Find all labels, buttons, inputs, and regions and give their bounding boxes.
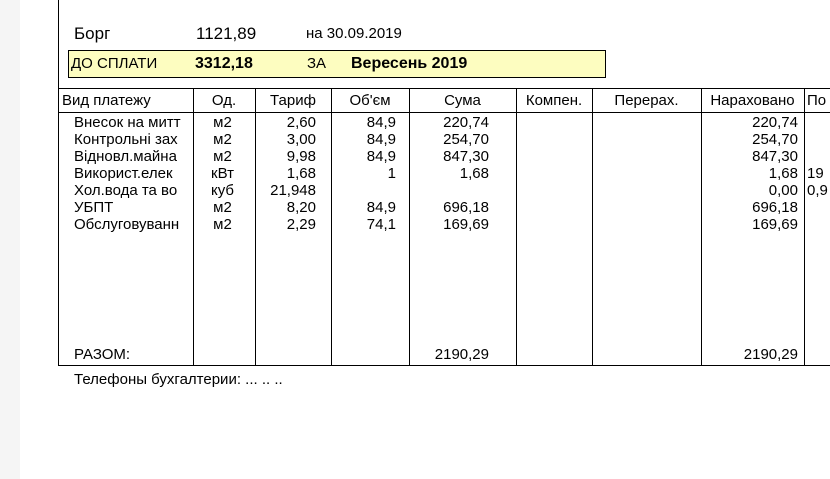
column-divider — [516, 89, 517, 366]
cell-volume: 84,9 — [366, 148, 396, 165]
cell-accrued: 1,68 — [768, 165, 798, 182]
total-label: РАЗОМ: — [74, 346, 131, 363]
cell-paid: 19 — [807, 165, 824, 182]
cell-sum: 847,30 — [443, 148, 489, 165]
total-sum: 2190,29 — [434, 346, 489, 363]
cell-unit: м2 — [213, 131, 232, 148]
to-pay-za: ЗА — [307, 55, 327, 72]
cell-type: Хол.вода та во — [74, 182, 178, 199]
header-tariff: Тариф — [270, 92, 316, 109]
cell-sum: 254,70 — [443, 131, 489, 148]
cell-tariff: 21,948 — [270, 182, 316, 199]
cell-accrued: 220,74 — [752, 114, 798, 131]
accounting-phones: Телефоны бухгалтерии: ... .. .. — [74, 371, 283, 388]
cell-accrued: 847,30 — [752, 148, 798, 165]
header-type: Вид платежу — [62, 92, 151, 109]
cell-type: Обслуговуванн — [74, 216, 180, 233]
cell-tariff: 9,98 — [286, 148, 316, 165]
to-pay-amount: 3312,18 — [195, 55, 253, 72]
to-pay-box — [68, 50, 606, 78]
cell-unit: куб — [211, 182, 234, 199]
column-divider — [193, 89, 194, 366]
cell-accrued: 0,00 — [768, 182, 798, 199]
cell-type: Відновл.майна — [74, 148, 177, 165]
header-sum: Сума — [444, 92, 481, 109]
left-border-line — [58, 0, 59, 88]
cell-accrued: 169,69 — [752, 216, 798, 233]
cell-volume: 84,9 — [366, 131, 396, 148]
cell-type: УБПТ — [74, 199, 114, 216]
cell-type: Внесок на митт — [74, 114, 181, 131]
cell-unit: кВт — [211, 165, 234, 182]
column-divider — [255, 89, 256, 366]
cell-sum: 696,18 — [443, 199, 489, 216]
header-recalc: Перерах. — [614, 92, 679, 109]
total-accrued: 2190,29 — [743, 346, 798, 363]
cell-volume: 1 — [387, 165, 396, 182]
debt-value: 1121,89 — [196, 24, 257, 43]
cell-volume: 84,9 — [366, 199, 396, 216]
cell-unit: м2 — [213, 216, 232, 233]
cell-tariff: 2,60 — [286, 114, 316, 131]
cell-paid: 0,9 — [807, 182, 828, 199]
cell-sum: 220,74 — [443, 114, 489, 131]
to-pay-month: Вересень 2019 — [351, 55, 468, 72]
header-divider — [59, 112, 830, 113]
header-compensation: Компен. — [525, 92, 583, 109]
cell-volume: 74,1 — [366, 216, 396, 233]
cell-unit: м2 — [213, 114, 232, 131]
header-paid: По — [807, 92, 827, 109]
cell-sum: 1,68 — [459, 165, 489, 182]
column-divider — [409, 89, 410, 366]
cell-tariff: 2,29 — [286, 216, 316, 233]
cell-volume: 84,9 — [366, 114, 396, 131]
cell-unit: м2 — [213, 148, 232, 165]
cell-type: Використ.елек — [74, 165, 173, 182]
column-divider — [331, 89, 332, 366]
cell-accrued: 254,70 — [752, 131, 798, 148]
column-divider — [804, 89, 805, 366]
header-volume: Об'єм — [349, 92, 391, 109]
cell-sum: 169,69 — [443, 216, 489, 233]
cell-tariff: 8,20 — [286, 199, 316, 216]
column-divider — [701, 89, 702, 366]
debt-date: на 30.09.2019 — [306, 25, 402, 42]
cell-unit: м2 — [213, 199, 232, 216]
cell-type: Контрольні зах — [74, 131, 178, 148]
charges-table — [58, 88, 830, 366]
column-divider — [592, 89, 593, 366]
debt-label: Борг — [74, 24, 111, 43]
cell-tariff: 3,00 — [286, 131, 316, 148]
cell-accrued: 696,18 — [752, 199, 798, 216]
header-unit: Од. — [211, 92, 237, 109]
header-accrued: Нараховано — [710, 92, 795, 109]
cell-tariff: 1,68 — [286, 165, 316, 182]
to-pay-label: ДО СПЛАТИ — [71, 55, 158, 72]
